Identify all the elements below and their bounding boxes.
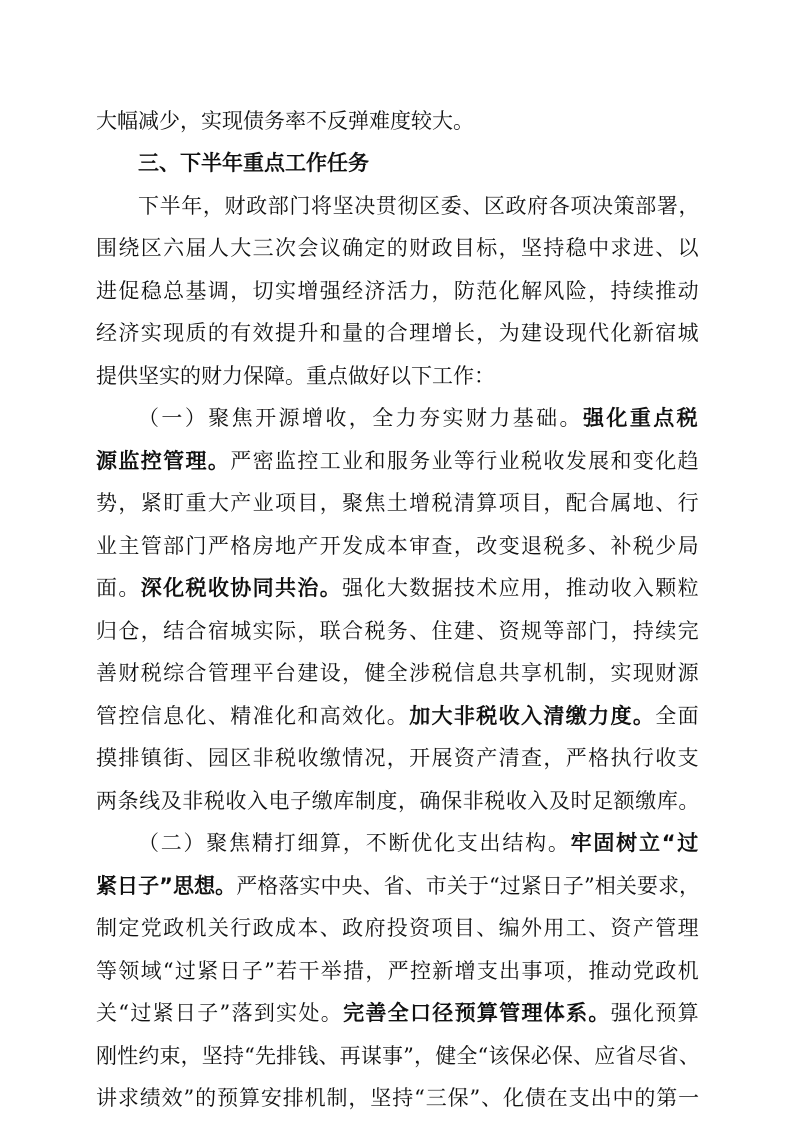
text-segment: 业主管部门严格房地产开发成本审查，改变退税多、补税少局 xyxy=(96,534,700,558)
text-segment: 关“过紧日子”落到实处。 xyxy=(96,1001,344,1025)
paragraph-line xyxy=(96,488,700,518)
text-segment: 管控信息化、精准化和高效化。 xyxy=(96,704,410,728)
paragraph-line xyxy=(96,1083,700,1113)
text-segment: （二）聚焦精打细算，不断优化支出结构。 xyxy=(138,831,571,855)
text-segment: 经济实现质的有效提升和量的合理增长，为建设现代化新宿城 xyxy=(96,321,700,345)
text-segment: 两条线及非税收入电子缴库制度，确保非税收入及时足额缴库。 xyxy=(96,789,700,813)
paragraph-line xyxy=(138,191,700,221)
bold-segment: 加大非税收入清缴力度。 xyxy=(409,704,656,728)
paragraph-line xyxy=(96,701,700,731)
paragraph-line xyxy=(96,573,700,603)
text-segment: 严密监控工业和服务业等行业税收发展和变化趋 xyxy=(230,449,700,473)
paragraph-line xyxy=(96,786,700,816)
text-segment: 归仓，结合宿城实际，联合税务、住建、资规等部门，持续完 xyxy=(96,619,700,643)
text-segment: 善财税综合管理平台建设，健全涉税信息共享机制，实现财源 xyxy=(96,661,700,685)
text-segment: 制定党政机关行政成本、政府投资项目、编外用工、资产管理 xyxy=(96,916,700,940)
paragraph-line xyxy=(96,913,700,943)
text-segment: 等领域“过紧日子”若干举措，严控新增支出事项，推动党政机 xyxy=(96,959,700,983)
text-segment: 强化预算 xyxy=(610,1001,700,1025)
bold-segment: 完善全口径预算管理体系。 xyxy=(343,1001,611,1025)
text-segment: 提供坚实的财力保障。重点做好以下工作： xyxy=(96,364,495,388)
section-heading xyxy=(138,148,700,178)
bold-segment: 源监控管理。 xyxy=(96,449,231,473)
paragraph-line xyxy=(96,956,700,986)
paragraph-line xyxy=(96,998,700,1028)
text-segment: 强化大数据技术应用，推动收入颗粒 xyxy=(342,576,700,600)
paragraph-line xyxy=(96,658,700,688)
text-segment: 刚性约束，坚持“先排钱、再谋事”，健全“该保必保、应省尽省、 xyxy=(96,1044,700,1068)
paragraph-line xyxy=(96,276,700,306)
text-segment: 摸排镇街、园区非税收缴情况，开展资产清查，严格执行收支 xyxy=(96,746,700,770)
text-segment: 下半年，财政部门将坚决贯彻区委、区政府各项决策部署， xyxy=(138,194,700,218)
text-line xyxy=(96,106,700,136)
paragraph-line xyxy=(96,446,700,476)
paragraph-line xyxy=(138,403,700,433)
paragraph-line xyxy=(96,1041,700,1071)
paragraph-line xyxy=(96,531,700,561)
bold-segment: 紧日子”思想。 xyxy=(96,874,237,898)
text-segment: （一）聚焦开源增收，全力夯实财力基础。 xyxy=(138,406,583,430)
paragraph-line xyxy=(96,233,700,263)
text-segment: 面。 xyxy=(96,576,141,600)
paragraph-line xyxy=(96,616,700,646)
text-segment: 进促稳总基调，切实增强经济活力，防范化解风险，持续推动 xyxy=(96,279,700,303)
text-segment: 势，紧盯重大产业项目，聚焦土增税清算项目，配合属地、行 xyxy=(96,491,700,515)
text-segment: 讲求绩效”的预算安排机制，坚持“三保”、化债在支出中的第一 xyxy=(96,1086,700,1110)
bold-segment: 强化重点税 xyxy=(582,406,700,430)
paragraph-line xyxy=(96,361,700,391)
bold-segment: 深化税收协同共治。 xyxy=(140,576,343,600)
bold-segment: 牢固树立“过 xyxy=(570,831,700,855)
paragraph-line xyxy=(96,871,700,901)
text-segment: 大幅减少，实现债务率不反弹难度较大。 xyxy=(96,109,474,133)
paragraph-line xyxy=(96,318,700,348)
paragraph-line xyxy=(138,828,700,858)
text-segment: 全面 xyxy=(655,704,700,728)
paragraph-line xyxy=(96,743,700,773)
text-segment: 严格落实中央、省、市关于“过紧日子”相关要求， xyxy=(236,874,700,898)
text-segment: 围绕区六届人大三次会议确定的财政目标，坚持稳中求进、以 xyxy=(96,236,700,260)
text-segment: 三、下半年重点工作任务 xyxy=(138,151,369,175)
